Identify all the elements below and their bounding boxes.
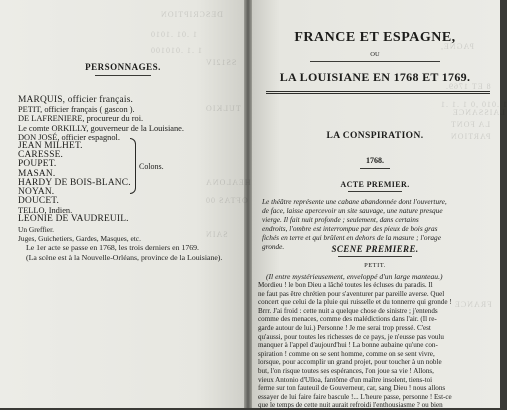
dialogue-line: vieux Antonio d'Ulloa, fantôme d'un maître insolent, tiens-toi [258, 375, 433, 384]
ghost-text: PARTION [450, 132, 491, 141]
title-double-rule [266, 91, 490, 94]
cast-entry: JEAN MILHET. [18, 140, 83, 151]
ghost-text: HEALONA [205, 178, 251, 187]
dialogue-line: comme des menaces, comme des malédictions dans l'air. (Il re- [258, 315, 437, 324]
dialogue-line: Brrr. J'ai froid : cette nuit a quelque chose de sinistre ; j'entends [258, 306, 438, 315]
ghost-text: 8 ET 1769. [445, 82, 491, 91]
cast-entry: DOUCET. [18, 196, 60, 207]
cast-entry: Un Greffier. [18, 224, 54, 234]
speaker-name: PETIT. [364, 262, 386, 269]
cast-list [18, 96, 238, 243]
cast-entry: CARESSE. [18, 150, 64, 161]
cast-entry: Le comte ORKILLY, gouverneur de la Louisiane. [18, 123, 184, 133]
cast-entry: NOYAN. [18, 186, 55, 197]
cast-entry: HARDY DE BOIS-BLANC. [18, 177, 131, 188]
stage-direction-line: de face, laisse apercevoir un site sauvage, une nature presque [262, 205, 443, 215]
dialogue-line: concert que celui de la pluie qui ruisselle et du tonnerre qui gronde ! [258, 298, 452, 307]
cast-entry: MARQUIS, officier français. [18, 95, 134, 105]
part-title: LA CONSPIRATION. [326, 131, 424, 141]
stage-direction-line: fichés en terre et qui brûlent en dehors de la masure ; l'orage [262, 232, 441, 242]
cast-entry: DON JOSÉ, officier espagnol. [18, 132, 120, 142]
play-title-sub: LA LOUISIANE EN 1768 ET 1769. [279, 70, 471, 84]
ghost-text: OFTAS 00 [205, 196, 248, 205]
ghost-text: TULKIO [205, 104, 241, 113]
ghost-text: SAIN [205, 230, 228, 239]
stage-direction-line: endroits, l'ombre est interrompue par des pieux de bois gras [262, 223, 438, 233]
act-heading: ACTE PREMIER. [340, 180, 410, 189]
stage-direction-line: vierge. Il fait nuit profonde ; seulement, dans certains [262, 214, 419, 224]
ghost-running-head: DESCRIPTION [160, 10, 224, 19]
setting-note-line: Le 1er acte se passe en 1768, les trois derniers en 1769. [26, 243, 199, 252]
dialogue-line: qu'aussi, pour toutes les richesses de ce pays, je n'eusse pas voulu [258, 332, 444, 341]
dialogue-line: spiration ! comme on se sent homme, comme on se sent vivre, [258, 349, 435, 358]
ghost-text: 1 .010 ,0 1 .1 .1 [440, 100, 507, 109]
dialogue-line: ferme sur ton fauteuil de Gouverneur, car, sang Dieu ! nous allons [258, 384, 446, 393]
colons-brace [130, 138, 136, 194]
cast-entry: TELLO, Indien. [18, 206, 73, 216]
ghost-text: LA FONT [450, 120, 491, 129]
act-rule [348, 191, 402, 192]
cast-entry: DE LAFRENIERE, procureur du roi. [18, 114, 144, 124]
speaker-stage-note: (Il entre mystérieusement, enveloppé d'un large manteau.) [266, 272, 443, 281]
cast-entry: LEONIE DE VAUDREUIL. [18, 214, 129, 225]
dialogue-line: essayer de lui faire faire bascule !... L'heure passe, personne ! Est-ce [258, 392, 452, 401]
dialogue-line: garde autour de lui.) Personne ! Je me serai trop pressé. C'est [258, 323, 431, 332]
dialogue-line: but, l'on risque toutes ses espérances, l'on joue sa vie ! Allons, [258, 366, 434, 375]
personnages-heading: PERSONNAGES. [85, 62, 161, 72]
cast-entry: Juges, Guichetiers, Gardes, Masques, etc. [18, 233, 141, 243]
scene-heading: SCENE PREMIERE. [331, 244, 419, 254]
ghost-text: PAGNE, [440, 42, 474, 51]
dialogue-line: lorsque, pour accomplir un grand projet, pour toucher à un noble [258, 358, 442, 367]
ghost-text: 1 .1 .010100 [150, 46, 202, 55]
ghost-text: SS12IV [205, 58, 237, 67]
year-rule [360, 168, 390, 169]
colons-label: Colons. [139, 162, 164, 171]
part-year: 1768. [366, 156, 384, 165]
dialogue-line: que le temps de cette nuit aurait refroidi l'enthousiasme ? ou bien [258, 401, 443, 410]
scene-rule [338, 256, 412, 257]
heading-rule [95, 75, 151, 76]
setting-note [26, 243, 241, 263]
cast-entry: MASAN. [18, 168, 56, 179]
stage-direction-line: gronde. [262, 241, 285, 251]
dialogue-line: Mordieu ! le bon Dieu a lâché toutes les écluses du paradis. Il [258, 281, 433, 289]
stage-direction-line: Le théâtre représente une cabane abandonnée dont l'ouverture, [262, 197, 447, 206]
ghost-text: LAISSANCE [452, 108, 506, 117]
play-title-main: FRANCE ET ESPAGNE, [294, 30, 456, 45]
setting-note-line: (La scène est à la Nouvelle-Orléans, province de la Louisiane). [26, 253, 223, 262]
ghost-text: 1 .01 .1010 [150, 30, 197, 39]
dialogue-text [258, 281, 494, 410]
play-title-or: OU [370, 51, 380, 58]
cast-entry: POUPET. [18, 159, 57, 170]
title-rule [310, 61, 440, 62]
dialogue-line: manquer à l'appel d'aujourd'hui ! La bonne aubaine qu'une con- [258, 341, 438, 350]
dialogue-line: ne faut pas être chrétien pour s'aventurer par pareille averse. Quel [258, 289, 445, 298]
cast-entry: PETIT, officier français ( gascon ). [18, 105, 135, 115]
ghost-text: FRANCE [454, 300, 492, 309]
